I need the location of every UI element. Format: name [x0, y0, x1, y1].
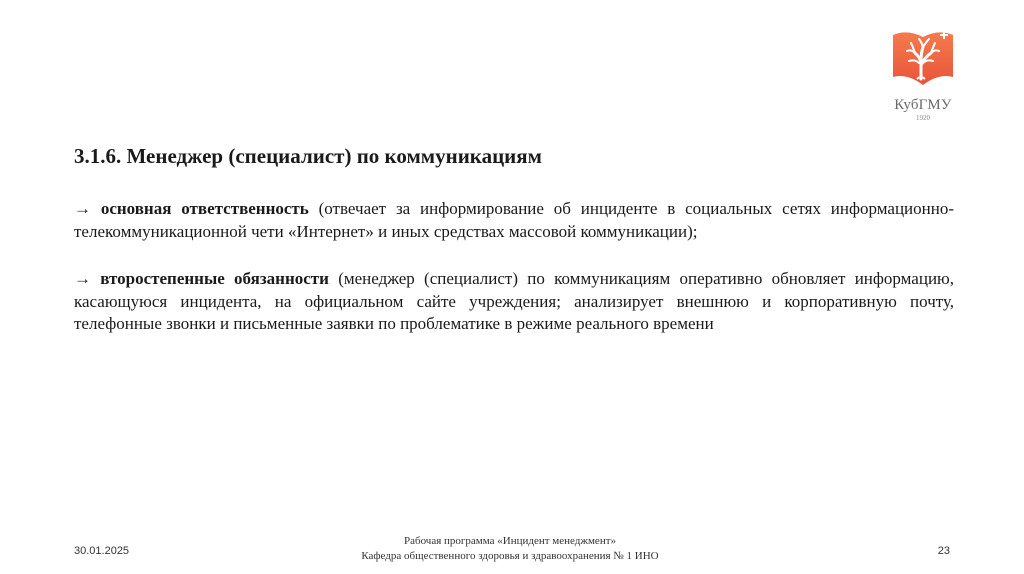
logo	[887, 27, 959, 127]
page-number: 23	[937, 545, 950, 557]
paragraph-text: (менеджер (специалист) по коммуникациям оперативно обновляет информацию, касающуюся инцидента, на официальном сайте учреждения; анализирует внешнюю и корпоративную почту, телефонные звонки и письменные заявки по проблематике в режиме реального времени	[74, 269, 954, 333]
paragraph-secondary-duties	[74, 268, 954, 336]
slide-title: 3.1.6. Менеджер (специалист) по коммуникациям	[74, 144, 542, 168]
paragraph-lead: → основная ответственность	[74, 199, 309, 218]
logo-name: КубГМУ	[894, 97, 952, 113]
footer-program: Рабочая программа «Инцидент менеджмент»	[403, 535, 617, 547]
footer-caption	[300, 534, 720, 564]
paragraph-lead: → второстепенные обязанности	[74, 269, 329, 288]
paragraph-text: (отвечает за информирование об инциденте в социальных сетях информационно-телекоммуникационной чети «Интернет» и иных средствах массовой коммуникации);	[74, 199, 954, 241]
footer-date: 30.01.2025	[74, 545, 130, 557]
paragraph-main-responsibility	[74, 198, 954, 243]
logo-year: 1920	[916, 114, 930, 122]
footer-department: Кафедра общественного здоровья и здравоохранения № 1 ИНО	[361, 550, 659, 562]
tree-book-icon	[887, 27, 959, 99]
